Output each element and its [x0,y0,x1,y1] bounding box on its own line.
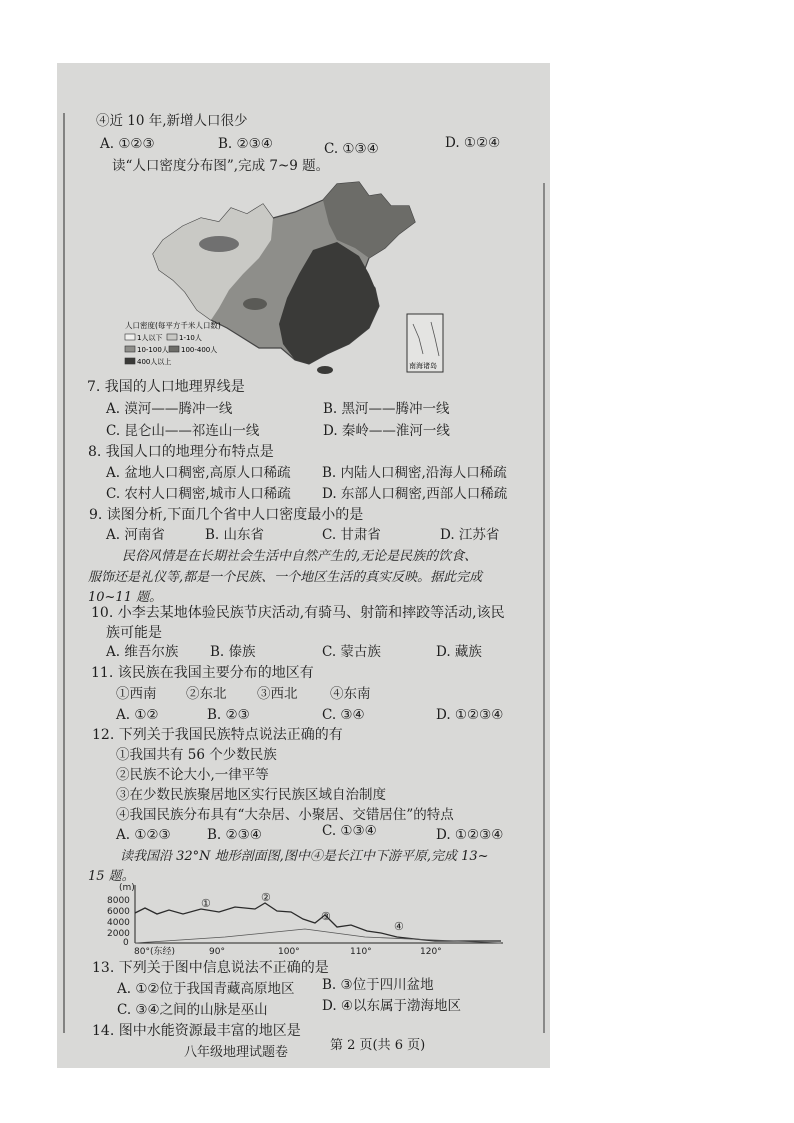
y-tick-8000: 8000 [107,896,130,906]
q10-stem-line2: 族可能是 [106,625,162,641]
hainan-island [317,366,333,374]
y-tick-6000: 6000 [107,907,130,917]
q10-stem-line1: 10. 小李去某地体验民族节庆活动,有骑马、射箭和摔跤等活动,该民 [91,605,505,621]
q10-option-b: B. 傣族 [210,644,256,660]
intro-q10-11-line2: 服饰还是礼仪等,都是一个民族、一个地区生活的真实反映。据此完成 [88,570,483,585]
population-density-map [123,178,451,374]
x-tick-100: 100° [278,947,300,956]
q11-item-2: ②东北 [186,686,227,702]
q10-option-a: A. 维吾尔族 [106,644,179,660]
q10-option-d: D. 藏族 [436,644,482,660]
intro-q13-15-line1: 读我国沿 32°N 地形剖面图,图中④是长江中下游平原,完成 13~ [120,849,489,864]
y-tick-2000: 2000 [107,929,130,939]
x-tick-120: 120° [420,947,442,956]
q11-stem: 11. 该民族在我国主要分布的地区有 [91,665,314,681]
x-tick-110: 110° [350,947,372,956]
q13-option-a: A. ①②位于我国青藏高原地区 [117,981,295,997]
q14-stem: 14. 图中水能资源最丰富的地区是 [92,1023,301,1039]
intro-q10-11-line1: 民俗风情是在长期社会生活中自然产生的,无论是民族的饮食、 [122,549,478,564]
q9-option-d: D. 江苏省 [440,527,500,543]
intro-q13-15-line2: 15 题。 [88,869,135,884]
top-option-c: C. ①③④ [324,141,379,157]
q12-item-2: ②民族不论大小,一律平等 [116,767,269,783]
intro-q10-11-line3: 10~11 题。 [88,590,163,605]
q8-option-a: A. 盆地人口稠密,高原人口稀疏 [106,465,291,481]
q11-option-b: B. ②③ [207,707,250,723]
footer-subject: 八年级地理试题卷 [184,1045,289,1060]
q11-option-d: D. ①②③④ [436,707,504,723]
q8-option-d: D. 东部人口稠密,西部人口稀疏 [322,486,508,502]
q8-stem: 8. 我国人口的地理分布特点是 [88,444,274,460]
region-1-label: ① [201,897,211,910]
legend-item-3: 10-100人 [137,346,169,354]
legend-item-1: 1人以下 [137,334,163,342]
q8-option-c: C. 农村人口稠密,城市人口稀疏 [106,486,291,502]
footer-page-number: 第 2 页(共 6 页) [330,1038,426,1053]
y-tick-0: 0 [123,938,129,948]
y-tick-4000: 4000 [107,918,130,928]
q12-option-b: B. ②③④ [207,827,262,843]
item-4: ④近 10 年,新增人口很少 [96,113,248,129]
q13-option-b: B. ③位于四川盆地 [322,977,434,993]
q10-option-c: C. 蒙古族 [322,644,381,660]
top-option-d: D. ①②④ [445,135,501,151]
legend-item-2: 1-10人 [179,334,202,342]
q9-option-b: B. 山东省 [205,527,265,543]
q11-option-a: A. ①② [116,707,159,723]
q8-option-b: B. 内陆人口稠密,沿海人口稀疏 [322,465,507,481]
q7-option-d: D. 秦岭——淮河一线 [323,423,450,439]
q11-option-c: C. ③④ [322,707,365,723]
q12-item-1: ①我国共有 56 个少数民族 [116,747,277,763]
q12-item-4: ④我国民族分布具有“大杂居、小聚居、交错居住”的特点 [116,807,454,823]
q13-option-c: C. ③④之间的山脉是巫山 [117,1002,268,1018]
region-2-label: ② [261,891,271,904]
q11-item-4: ④东南 [330,686,371,702]
top-option-b: B. ②③④ [218,136,273,152]
q12-option-a: A. ①②③ [116,827,171,843]
region-4-label: ④ [394,920,404,933]
q7-option-c: C. 昆仑山——祁连山一线 [106,423,260,439]
q9-option-a: A. 河南省 [106,527,165,543]
q12-item-3: ③在少数民族聚居地区实行民族区域自治制度 [116,787,386,803]
q7-option-b: B. 黑河——腾冲一线 [323,401,450,417]
q9-option-c: C. 甘肃省 [322,527,381,543]
q12-stem: 12. 下列关于我国民族特点说法正确的有 [92,727,343,743]
region-3-label: ③ [321,910,331,923]
legend-item-4: 100-400人 [181,346,218,354]
x-tick-90: 90° [209,947,225,956]
profile-unit: (m) [119,883,135,893]
q9-stem: 9. 读图分析,下面几个省中人口密度最小的是 [89,507,364,523]
q12-option-d: D. ①②③④ [436,827,504,843]
legend-item-5: 400人以上 [137,358,172,366]
x-tick-80: 80°(东经) [134,947,175,956]
q11-item-1: ①西南 [116,686,157,702]
terrain-line [135,903,501,941]
legend-title: 人口密度(每平方千米人口数) [125,321,221,330]
sichuan-patch [243,298,267,310]
xinjiang-patch [199,236,239,252]
intro-q7-9: 读“人口密度分布图”,完成 7~9 题。 [112,158,330,174]
q13-option-d: D. ④以东属于渤海地区 [322,998,462,1014]
q12-option-c: C. ①③④ [322,823,377,839]
inset-label: 南海诸岛 [409,362,437,370]
q7-option-a: A. 漠河——腾冲一线 [106,401,233,417]
terrain-profile-32N [105,881,505,956]
q11-item-3: ③西北 [257,686,298,702]
top-option-a: A. ①②③ [100,136,155,152]
q7-stem: 7. 我国的人口地理界线是 [87,379,245,395]
q13-stem: 13. 下列关于图中信息说法不正确的是 [92,960,329,976]
